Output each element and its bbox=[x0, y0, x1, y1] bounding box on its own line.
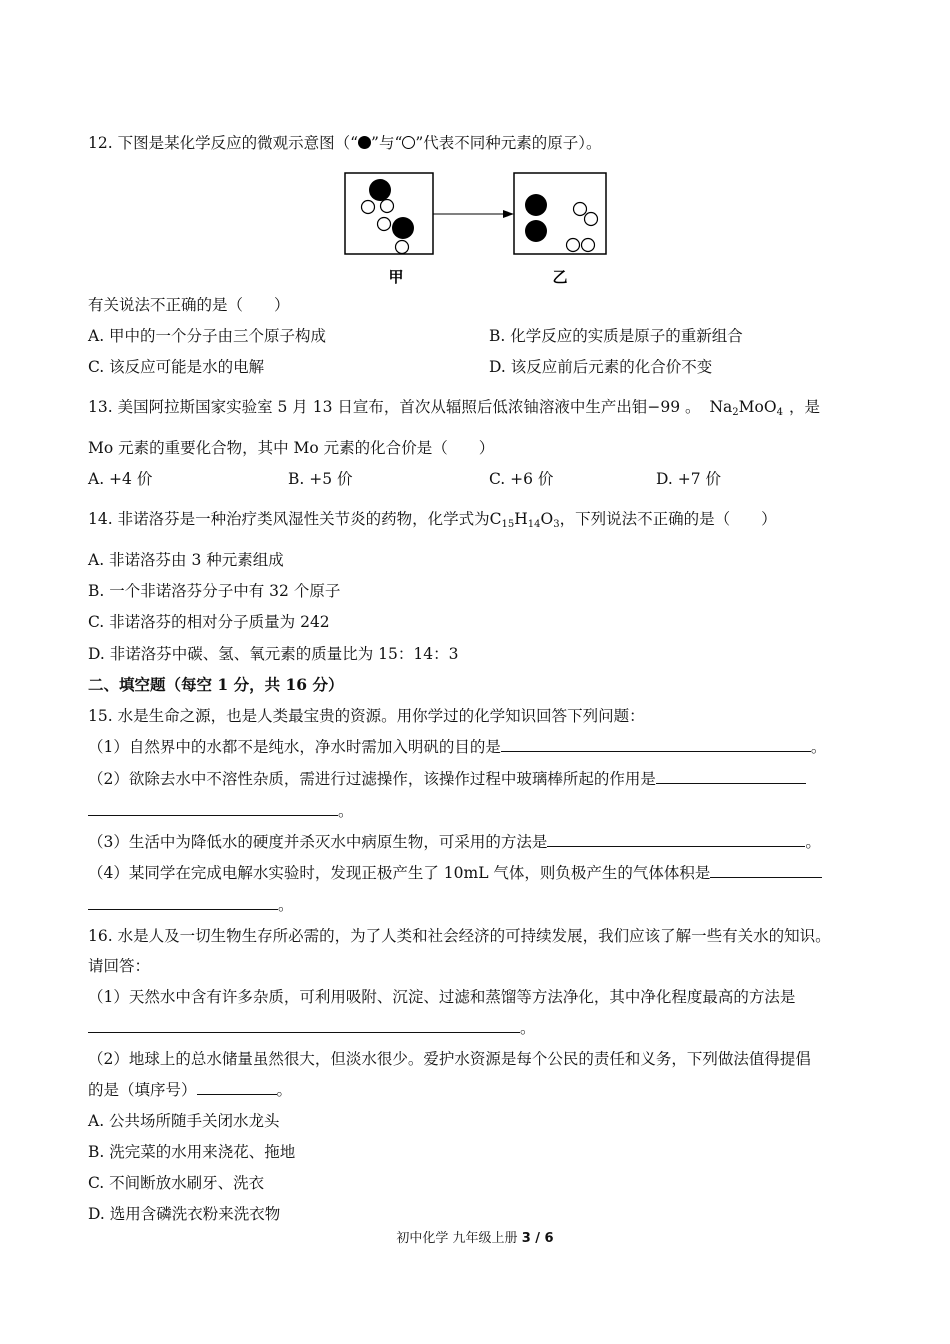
q15-part4: （4）某同学在完成电解水实验时，发现正极产生了 10mL 气体，则负极产生的气体体积是 bbox=[88, 862, 822, 884]
q14-formula: $C_{15}H_{14}O_3$ bbox=[489, 510, 560, 530]
white-atom bbox=[362, 201, 375, 214]
white-atom bbox=[585, 213, 598, 226]
answer-blank[interactable] bbox=[88, 1017, 520, 1033]
q14-option-c: C. 非诺洛芬的相对分子质量为 242 bbox=[88, 613, 330, 631]
q14-option-a: A. 非诺洛芬由 3 种元素组成 bbox=[88, 551, 284, 569]
q14-option-b: B. 一个非诺洛芬分子中有 32 个原子 bbox=[88, 582, 341, 600]
answer-blank[interactable] bbox=[501, 736, 811, 752]
arrow-head bbox=[503, 210, 514, 218]
q15-part4-cont: 。 bbox=[88, 894, 294, 916]
q16-part2-line2: 的是（填序号） 。 bbox=[88, 1081, 293, 1099]
answer-blank[interactable] bbox=[710, 862, 822, 878]
q13-stem-line1: 13. 美国阿拉斯国家实验室 5 月 13 日宣布，首次从辐照后低浓铀溶液中生产出钼−99 。 $Na_2MoO_4$ ，是 bbox=[88, 398, 820, 418]
q16-option-c: C. 不间断放水刷牙、洗衣 bbox=[88, 1174, 265, 1192]
q13-option-d: D. +7 价 bbox=[656, 470, 722, 488]
q16-part2-line1: （2）地球上的总水储量虽然很大，但淡水很少。爱护水资源是每个公民的责任和义务，下列做法值得提倡 bbox=[88, 1050, 811, 1068]
q12-option-b: B. 化学反应的实质是原子的重新组合 bbox=[489, 327, 743, 345]
white-atom-icon bbox=[402, 136, 415, 149]
q12-question: 有关说法不正确的是（ ） bbox=[88, 296, 290, 314]
label-jia: 甲 bbox=[388, 268, 404, 286]
q16-option-d: D. 选用含磷洗衣粉来洗衣物 bbox=[88, 1205, 281, 1223]
black-atom bbox=[525, 194, 547, 216]
answer-blank[interactable] bbox=[547, 831, 805, 847]
white-atom bbox=[378, 218, 391, 231]
q12-stem: 12. 下图是某化学反应的微观示意图（“ ”与“ ”代表不同种元素的原子）。 bbox=[88, 134, 602, 152]
q13-stem-line2: Mo 元素的重要化合物，其中 Mo 元素的化合价是（ ） bbox=[88, 439, 495, 457]
page-footer: 初中化学 九年级上册 3 / 6 bbox=[396, 1231, 554, 1246]
black-atom bbox=[525, 220, 547, 242]
answer-blank[interactable] bbox=[88, 800, 338, 816]
answer-blank[interactable] bbox=[88, 894, 278, 910]
q12-option-a: A. 甲中的一个分子由三个原子构成 bbox=[88, 327, 327, 345]
q14-option-d: D. 非诺洛芬中碳、氢、氧元素的质量比为 15：14：3 bbox=[88, 645, 459, 663]
white-atom bbox=[574, 203, 587, 216]
black-atom bbox=[369, 179, 391, 201]
white-atom bbox=[381, 200, 394, 213]
section-title: 二、填空题（每空 1 分，共 16 分） bbox=[88, 675, 344, 694]
reaction-diagram bbox=[340, 168, 610, 290]
q12-option-d: D. 该反应前后元素的化合价不变 bbox=[489, 358, 713, 376]
q13-option-a: A. +4 价 bbox=[88, 470, 153, 488]
q15-part2-cont: 。 bbox=[88, 800, 354, 822]
white-atom bbox=[582, 239, 595, 252]
label-yi: 乙 bbox=[552, 268, 568, 286]
black-atom-icon bbox=[358, 136, 371, 149]
page-number: 3 / 6 bbox=[521, 1231, 554, 1246]
answer-blank[interactable] bbox=[656, 768, 806, 784]
q16-part1-cont: 。 bbox=[88, 1017, 536, 1039]
answer-blank[interactable] bbox=[197, 1079, 277, 1095]
q13-option-b: B. +5 价 bbox=[288, 470, 353, 488]
black-atom bbox=[392, 217, 414, 239]
q15-part1: （1）自然界中的水都不是纯水，净水时需加入明矾的目的是 。 bbox=[88, 738, 827, 756]
white-atom bbox=[396, 241, 409, 254]
q15-stem: 15. 水是生命之源，也是人类最宝贵的资源。用你学过的化学知识回答下列问题： bbox=[88, 707, 645, 725]
q14-stem: 14. 非诺洛芬是一种治疗类风湿性关节炎的药物，化学式为$C_{15}H_{14}O_3$，下列说法不正确的是（ ） bbox=[88, 510, 777, 530]
q16-part1: （1）天然水中含有许多杂质，可利用吸附、沉淀、过滤和蒸馏等方法净化，其中净化程度最高的方法是 bbox=[88, 988, 796, 1006]
q15-part3: （3）生活中为降低水的硬度并杀灭水中病原生物，可采用的方法是 。 bbox=[88, 833, 821, 851]
q13-option-c: C. +6 价 bbox=[489, 470, 554, 488]
q15-part2: （2）欲除去水中不溶性杂质，需进行过滤操作，该操作过程中玻璃棒所起的作用是 bbox=[88, 768, 806, 790]
q16-option-a: A. 公共场所随手关闭水龙头 bbox=[88, 1112, 280, 1130]
q16-option-b: B. 洗完菜的水用来浇花、拖地 bbox=[88, 1143, 296, 1161]
q12-option-c: C. 该反应可能是水的电解 bbox=[88, 358, 265, 376]
white-atom bbox=[567, 239, 580, 252]
q13-formula: $Na_2MoO_4$ bbox=[709, 398, 783, 418]
q16-stem-line1: 16. 水是人及一切生物生存所必需的，为了人类和社会经济的可持续发展，我们应该了解一些有关水的知识。 bbox=[88, 927, 831, 945]
q16-stem-line2: 请回答： bbox=[88, 957, 151, 975]
